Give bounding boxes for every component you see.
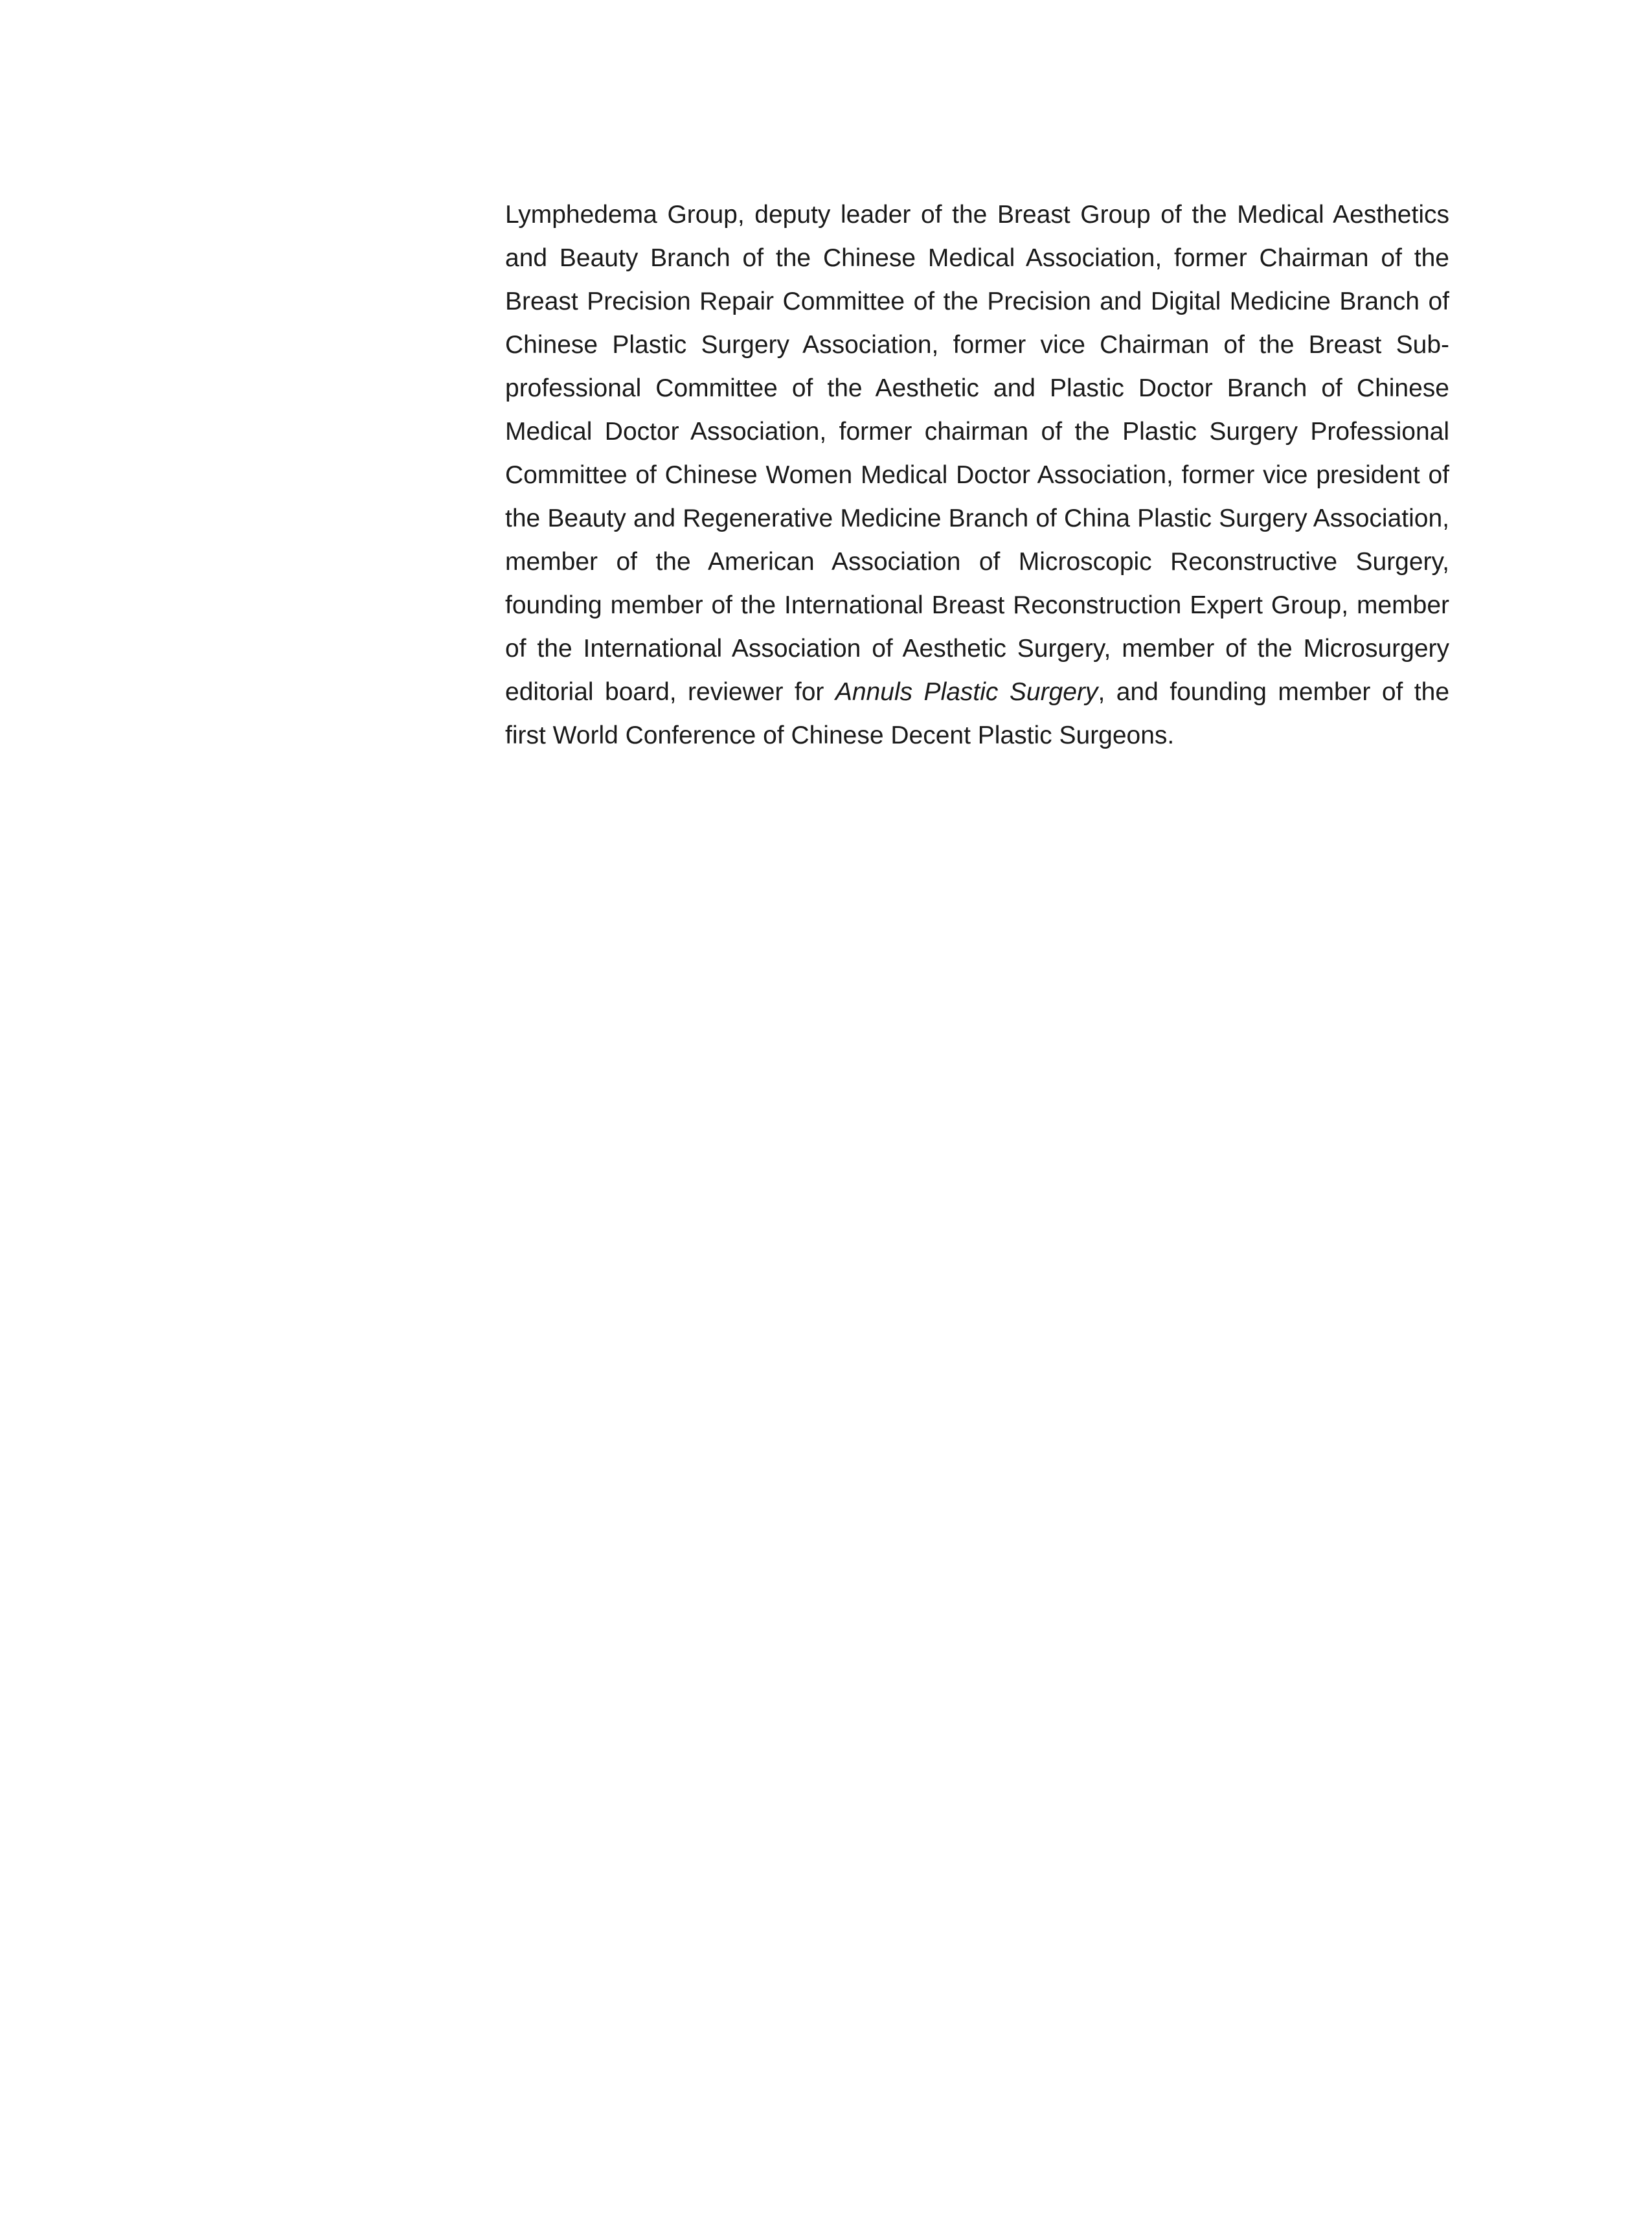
paragraph-text-part-1: Lymphedema Group, deputy leader of the Breast Group of the Medical Aesthetics and Beauty Branch of the Chinese Medical Association, former Chairman of the Breast Precision Repair Committee of the Precision and Digital Medicine Branch of Chinese Plastic Surgery Association, former vice Chairman of the Breast Sub-professional Committee of the Aesthetic and Plastic Doctor Branch of Chinese Medical Doctor Association, former chairman of the Plastic Surgery Professional Committee of Chinese Women Medical Doctor Association, former vice president of the Beauty and Regenerative Medicine Branch of China Plastic Surgery Association, member of the American Association of Microscopic Reconstructive Surgery, founding member of the International Breast Reconstruction Expert Group, member of the International Association of Aesthetic Surgery, member of the Microsurgery editorial board, reviewer for — [505, 201, 1449, 706]
journal-title: Annuls Plastic Surgery — [835, 678, 1098, 706]
biography-paragraph — [505, 193, 1449, 757]
paragraph-text-part-2: , and founding member of the first World Conference of Chinese Decent Plastic Surgeons. — [505, 678, 1450, 749]
